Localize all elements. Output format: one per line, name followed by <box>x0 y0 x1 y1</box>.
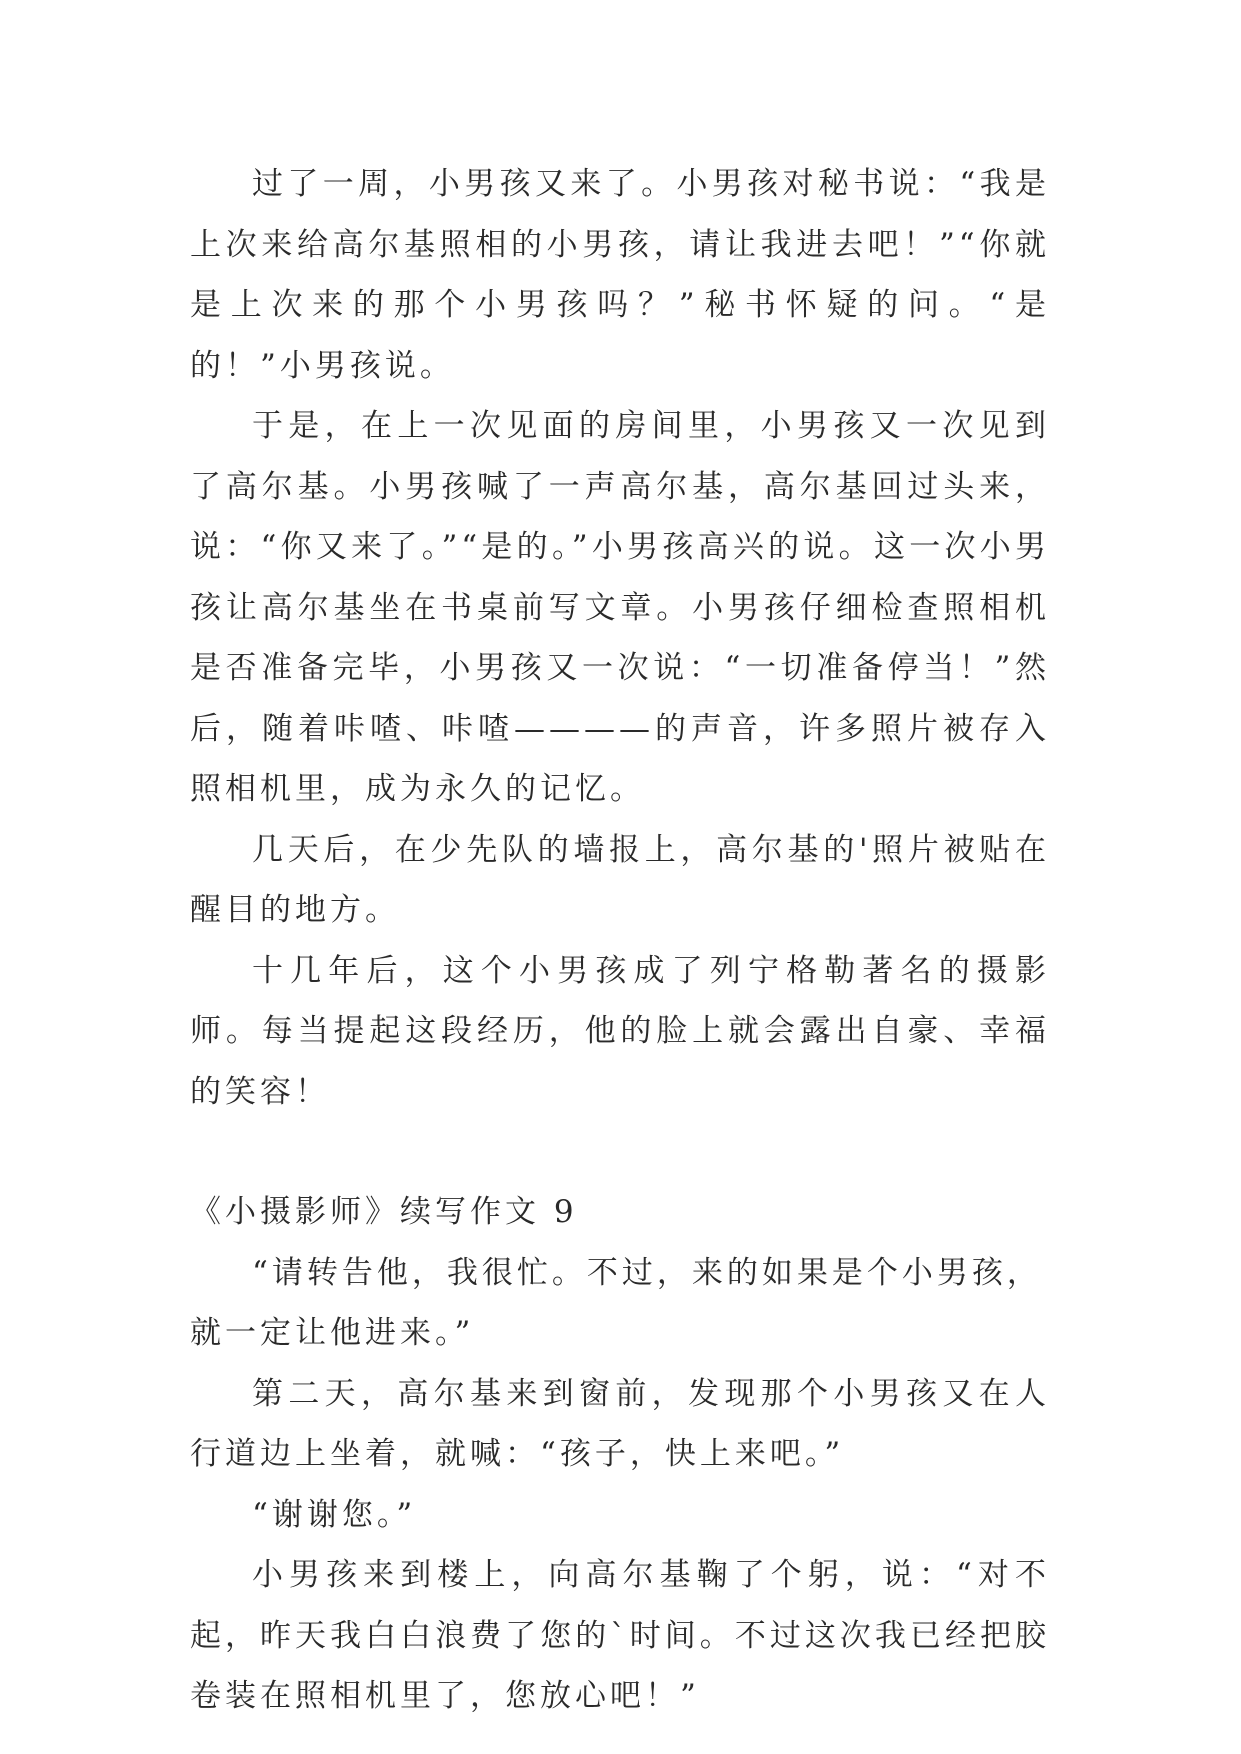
paragraph: 十几年后，这个小男孩成了列宁格勒著名的摄影师。每当提起这段经历，他的脸上就会露出自豪、幸福的笑容！ <box>190 952 1050 1110</box>
paragraph: 于是，在上一次见面的房间里，小男孩又一次见到了高尔基。小男孩喊了一声高尔基，高尔基回过头来，说：“你又来了。”“是的。”小男孩高兴的说。这一次小男孩让高尔基坐在书桌前写文章。小男孩仔细检查照相机是否准备完毕，小男孩又一次说：“一切准备停当！”然后，随着咔喳、咔喳————的声音，许多照片被存入照相机里，成为永久的记忆。 <box>190 408 1050 807</box>
paragraph: 小男孩来到楼上，向高尔基鞠了个躬，说：“对不起，昨天我白白浪费了您的`时间。不过这次我已经把胶卷装在照相机里了，您放心吧！” <box>190 1557 1050 1714</box>
section-spacer <box>190 1122 1050 1182</box>
paragraph: 过了一周，小男孩又来了。小男孩对秘书说：“我是上次来给高尔基照相的小男孩，请让我进去吧！”“你就是上次来的那个小男孩吗？”秘书怀疑的问。“是的！”小男孩说。 <box>190 166 1050 384</box>
paragraph: 第二天，高尔基来到窗前，发现那个小男孩又在人行道边上坐着，就喊：“孩子，快上来吧。” <box>190 1375 1050 1472</box>
paragraph: 几天后，在少先队的墙报上，高尔基的'照片被贴在醒目的地方。 <box>190 831 1050 928</box>
paragraph: “请转告他，我很忙。不过，来的如果是个小男孩，就一定让他进来。” <box>190 1254 1042 1351</box>
section-title: 《小摄影师》续写作文 9 <box>190 1194 578 1230</box>
document-body <box>190 154 1050 1727</box>
paragraph: “谢谢您。” <box>252 1496 417 1533</box>
